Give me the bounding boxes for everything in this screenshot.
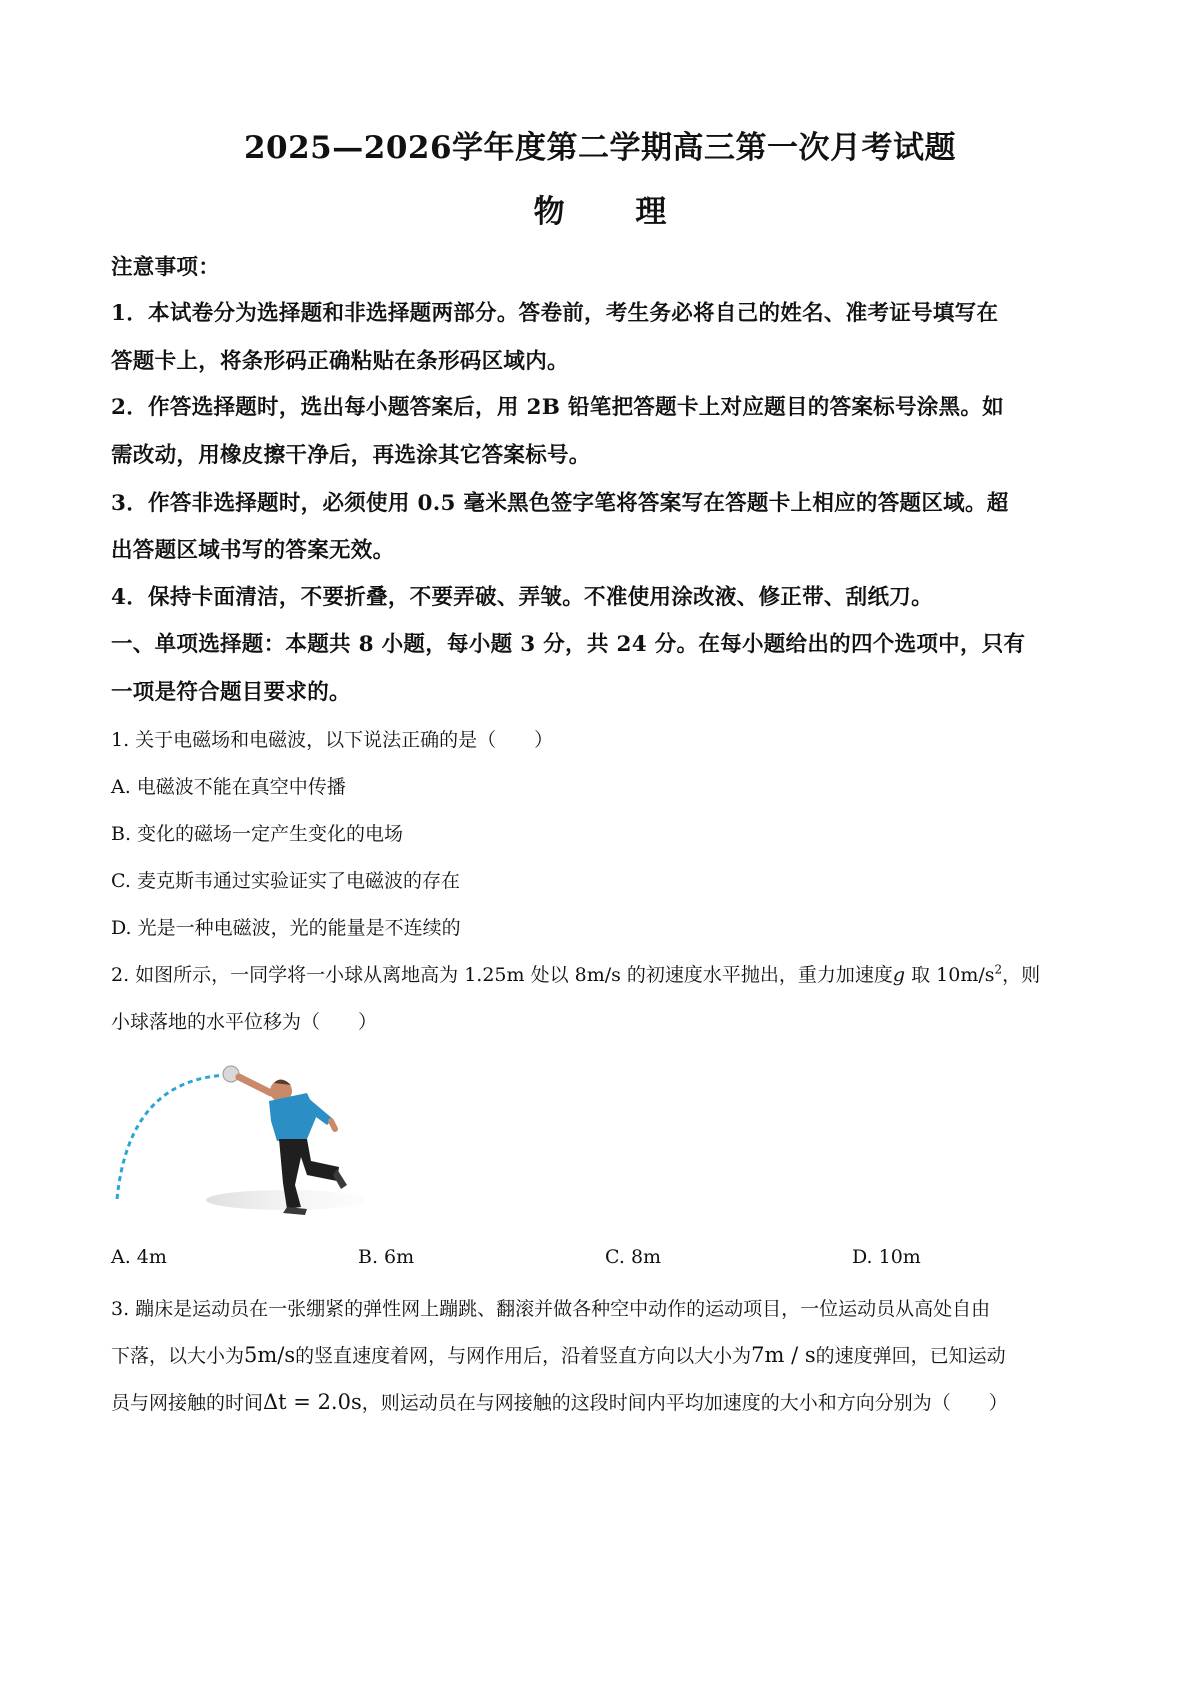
notice-item-2-line1: 2．作答选择题时，选出每小题答案后，用 2B 铅笔把答题卡上对应题目的答案标号涂黑。如 (111, 395, 1004, 420)
q3-v2: 7m / s (751, 1343, 816, 1367)
q1-option-a: A. 电磁波不能在真空中传播 (111, 776, 346, 798)
ball (223, 1066, 239, 1082)
notice-item-4-line1: 4．保持卡面清洁，不要折叠，不要弄破、弄皱。不准使用涂改液、修正带、刮纸刀。 (111, 585, 933, 610)
subject-title: 物 理 (533, 194, 697, 230)
notice-item-3-line1: 3．作答非选择题时，必须使用 0.5 毫米黑色签字笔将答案写在答题卡上相应的答题区域。超 (111, 491, 1009, 516)
q3-line2-c: 的速度弹回，已知运动 (815, 1345, 1006, 1367)
q3-stem-line3 (111, 1388, 1101, 1415)
q2-symbol-g: g (892, 964, 906, 986)
q3-line2-a: 下落，以大小为 (111, 1345, 245, 1367)
q3-v1: 5m/s (244, 1343, 296, 1367)
q1-stem: 1. 关于电磁场和电磁波，以下说法正确的是（ ） (111, 729, 554, 751)
q3-dt: Δt = 2.0s (263, 1390, 362, 1414)
q2-stem-b: 取 10m/s (905, 964, 995, 986)
q3-stem-line2 (111, 1341, 1101, 1368)
q2-stem-line1 (111, 960, 1101, 987)
q2-option-b: B. 6m (358, 1246, 415, 1268)
trajectory-dashed-curve (117, 1075, 228, 1199)
notice-item-1-line2: 答题卡上，将条形码正确粘贴在条形码区域内。 (111, 349, 569, 374)
q3-line2-b: 的竖直速度着网，与网作用后，沿着竖直方向以大小为 (295, 1345, 752, 1367)
exam-title: 2025—2026学年度第二学期高三第一次月考试题 (243, 130, 957, 166)
q2-stem-a: 2. 如图所示，一同学将一小球从离地高为 1.25m 处以 8m/s 的初速度水平抛出，重力加速度 (111, 964, 893, 986)
q2-option-a: A. 4m (111, 1246, 167, 1268)
q2-stem-c: ，则 (1002, 964, 1041, 986)
notice-item-3-line2: 出答题区域书写的答案无效。 (111, 538, 395, 563)
section-heading-line1: 一、单项选择题：本题共 8 小题，每小题 3 分，共 24 分。在每小题给出的四个选项中，只有 (111, 632, 1026, 657)
q3-stem-line1: 3. 蹦床是运动员在一张绷紧的弹性网上蹦跳、翻滚并做各种空中动作的运动项目，一位运动员从高处自由 (111, 1298, 991, 1320)
q2-superscript: 2 (994, 962, 1003, 977)
q3-line3-a: 员与网接触的时间 (111, 1392, 264, 1414)
notice-heading: 注意事项： (111, 255, 221, 280)
notice-item-1-line1: 1．本试卷分为选择题和非选择题两部分。答卷前，考生务必将自己的姓名、准考证号填写在 (111, 301, 999, 326)
section-heading-line2: 一项是符合题目要求的。 (111, 680, 351, 705)
q1-option-b: B. 变化的磁场一定产生变化的电场 (111, 823, 404, 845)
q2-stem-line2: 小球落地的水平位移为（ ） (111, 1011, 378, 1033)
q3-line3-b: ，则运动员在与网接触的这段时间内平均加速度的大小和方向分别为（ ） (361, 1392, 1008, 1414)
q1-option-c: C. 麦克斯韦通过实验证实了电磁波的存在 (111, 870, 460, 892)
q1-option-d: D. 光是一种电磁波，光的能量是不连续的 (111, 917, 461, 939)
q2-option-c: C. 8m (605, 1246, 662, 1268)
projectile-figure (111, 1057, 376, 1222)
notice-item-2-line2: 需改动，用橡皮擦干净后，再选涂其它答案标号。 (111, 443, 591, 468)
q2-option-d: D. 10m (852, 1246, 921, 1268)
